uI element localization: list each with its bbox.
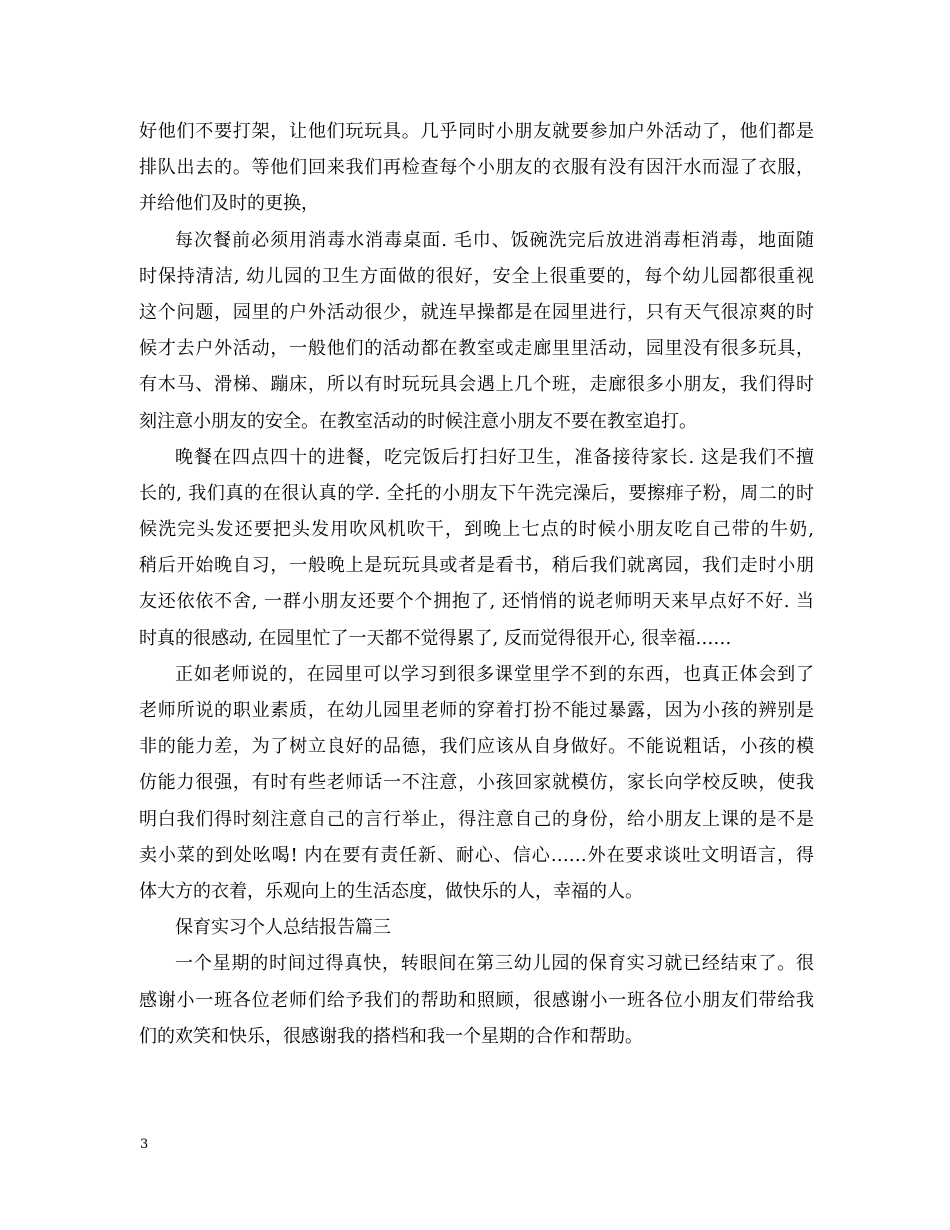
text-line: 友还依依不舍, 一群小朋友还要个个拥抱了, 还悄悄的说老师明天来早点好不好. 当 <box>139 591 814 613</box>
text-line: 候才去户外活动，一般他们的活动都在教室或走廊里里活动，园里没有很多玩具， <box>139 338 814 360</box>
text-line: 体大方的衣着，乐观向上的生活态度，做快乐的人，幸福的人。 <box>139 880 643 902</box>
text-line: 明白我们得时刻注意自己的言行举止，得注意自己的身份，给小朋友上课的是不是 <box>139 808 814 830</box>
text-line: 长的, 我们真的在很认真的学. 全托的小朋友下午洗完澡后，要擦痱子粉，周二的时 <box>139 482 814 504</box>
text-line: 卖小菜的到处吆喝! 内在要有责任新、耐心、信心……外在要求谈吐文明语言，得 <box>139 844 814 866</box>
text-line: 正如老师说的，在园里可以学习到很多课堂里学不到的东西，也真正体会到了 <box>175 663 814 685</box>
text-line: 这个问题，园里的户外活动很少，就连早操都是在园里进行，只有天气很凉爽的时 <box>139 301 814 323</box>
text-line: 有木马、滑梯、蹦床，所以有时玩玩具会遇上几个班，走廊很多小朋友，我们得时 <box>139 374 814 396</box>
page-number: 3 <box>140 1137 149 1152</box>
text-line: 每次餐前必须用消毒水消毒桌面. 毛巾、饭碗洗完后放进消毒柜消毒，地面随 <box>175 229 814 251</box>
text-line: 感谢小一班各位老师们给予我们的帮助和照顾，很感谢小一班各位小朋友们带给我 <box>139 989 814 1011</box>
text-line: 时保持清洁, 幼儿园的卫生方面做的很好，安全上很重要的，每个幼儿园都很重视 <box>139 265 814 287</box>
text-line: 非的能力差，为了树立良好的品德，我们应该从自身做好。不能说粗话，小孩的模 <box>139 736 814 758</box>
text-line: 晚餐在四点四十的进餐，吃完饭后打扫好卫生，准备接待家长. 这是我们不擅 <box>175 446 814 468</box>
text-line: 并给他们及时的更换， <box>139 193 319 215</box>
text-line: 排队出去的。等他们回来我们再检查每个小朋友的衣服有没有因汗水而湿了衣服， <box>139 157 814 179</box>
text-line: 们的欢笑和快乐，很感谢我的搭档和我一个星期的合作和帮助。 <box>139 1025 643 1047</box>
text-line: 刻注意小朋友的安全。在教室活动的时候注意小朋友不要在教室追打。 <box>139 410 697 432</box>
text-line: 仿能力很强，有时有些老师话一不注意，小孩回家就模仿，家长向学校反映，使我 <box>139 772 814 794</box>
section-heading: 保育实习个人总结报告篇三 <box>175 917 391 939</box>
text-line: 好他们不要打架，让他们玩玩具。几乎同时小朋友就要参加户外活动了，他们都是 <box>139 121 814 142</box>
text-line: 候洗完头发还要把头发用吹风机吹干，到晚上七点的时候小朋友吃自己带的牛奶, <box>139 519 814 541</box>
text-line: 稍后开始晚自习，一般晚上是玩玩具或者是看书，稍后我们就离园，我们走时小朋 <box>139 555 814 577</box>
document-body <box>139 114 814 1055</box>
text-line: 老师所说的职业素质，在幼儿园里老师的穿着打扮不能过暴露，因为小孩的辨别是 <box>139 700 814 721</box>
text-line: 一个星期的时间过得真快，转眼间在第三幼儿园的保育实习就已经结束了。很 <box>175 953 814 975</box>
text-line: 时真的很感动, 在园里忙了一天都不觉得累了, 反而觉得很开心, 很幸福…… <box>139 627 732 649</box>
